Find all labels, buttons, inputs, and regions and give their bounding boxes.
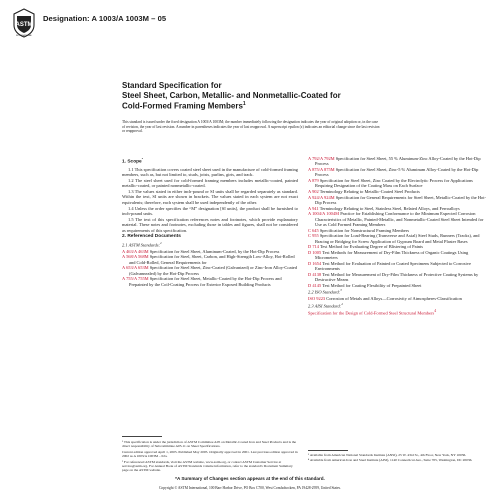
footnote: ³ Available from American National Standards Institute (ANSI), 25 W. 43rd St., 4th Floor, New York, NY 10036. [308,453,467,457]
paragraph-1-5: 1.5 The text of this specification references notes and footnotes, which provide explanatory material. These notes and footnotes, excluding those in tables and figures, shall not be considered as requirements of this specification. [122,216,298,233]
reference-link[interactable]: A 1004/A 1004M [308,211,340,217]
reference-item: A 568/A 568M Specification for Steel, Sheet, Carbon, and High-Strength Low-Alloy, Hot-Rolled and Cold-Rolled, General Requirements for [122,254,295,265]
reference-link[interactable]: A 879 [308,177,319,183]
reference-item-aisi: Specification for the Design of Cold-Formed Steel Structural Members$^4$ [308,309,437,316]
title-line-1: Standard Specification for [122,81,222,90]
reference-item: C 645 Specification for Nonstructural Framing Members [308,227,410,233]
title-line-2: Steel Sheet, Carbon, Metallic- and Nonmetallic-Coated for [122,90,341,100]
svg-text:ASTM: ASTM [15,22,33,28]
designation: Designation: A 1003/A 1003M – 05 [43,14,167,23]
reference-link[interactable]: A 902 [308,188,319,194]
reference-item-iso: ISO 9223 Corrosion of Metals and Alloys—Corrosivity of Atmospheres-Classification [308,296,462,302]
summary-of-changes-note: *A Summary of Changes section appears at the end of this standard. [175,476,325,481]
reference-link[interactable]: A 924/A 924M [308,194,335,200]
footnotes-left [122,440,298,474]
reference-item: C 955 Specification for Load-Bearing (Transverse and Axial) Steel Studs, Runners (Tracks), and Bracing or Bridging for Screw Application of Gypsum Board and Metal Plaster Bases [308,233,480,244]
paragraph-1-1: 1.1 This specification covers coated steel sheet used in the manufacture of cold-formed framing members, such as, but not limited to, studs, joists, purlins, girts, and track. [122,166,298,177]
reference-link[interactable]: C 645 [308,227,319,233]
reference-item: A 879 Specification for Steel Sheet, Zinc Coated by the Electrolytic Process for Applications Requiring Designation of the Coating Mass on Each Surface [308,177,473,189]
reference-item: D 1654 Test Method for Evaluation of Painted or Coated Specimens Subjected to Corrosive Environments [308,260,471,272]
reference-link[interactable]: A 941 [308,205,319,211]
footnote: ¹ This specification is under the jurisdiction of ASTM Committee A05 on Metallic-Coated Iron and Steel Products and is the direct responsibility of Subcommittee A05.11 on Sheet Specifications. [122,440,297,449]
standard-title [122,81,422,111]
reference-link[interactable]: A 653/A 653M [122,265,149,271]
reference-link[interactable]: C 955 [308,233,319,239]
reference-item: A 792/A 792M Specification for Steel Sheet, 55 % Aluminum-Zinc Alloy-Coated by the Hot-Dip Process [308,156,481,167]
reference-link[interactable]: D 4138 [308,271,322,277]
reference-link[interactable]: A 792/A 792M [308,156,335,161]
reference-item: D 1005 Test Methods for Measurement of Dry-Film Thickness of Organic Coatings Using Micrometers [308,249,469,261]
astm-logo-icon [13,8,35,38]
reference-item: A 755/A 755M Specification for Steel Sheet, Metallic-Coated by the Hot-Dip Process and Prepainted by the Coil-Coating Process for Exterior Exposed Building Products [122,276,282,287]
reference-link[interactable]: A 463/A 463M [122,248,149,254]
reference-item: A 875/A 875M Specification for Steel Sheet, Zinc-5 % Aluminum Alloy-Coated by the Hot-Dip Process [308,166,479,178]
reference-link[interactable]: A 875/A 875M [308,166,335,172]
reference-link[interactable]: D 4145 [308,282,322,288]
svg-text:INTERNATIONAL: INTERNATIONAL [16,35,32,38]
reference-link[interactable]: D 714 [308,244,319,250]
reference-item: D 714 Test Method for Evaluating Degree of Blistering of Paints [308,244,423,250]
reference-link[interactable]: Specification for the Design of Cold-Formed Steel Structural Members [308,310,435,316]
left-column [122,156,298,287]
reference-item: D 4138 Test Method for Measurement of Dry-Film Thickness of Protective Coating Systems by Destructive Means [308,271,479,283]
reference-item: A 924/A 924M Specification for General Requirements for Steel Sheet, Metallic-Coated by the Hot-Dip Process [308,194,486,205]
reference-item: A 902 Terminology Relating to Metallic-Coated Steel Products [308,188,420,194]
reference-item: A 941 Terminology Relating to Steel, Stainless Steel, Related Alloys, and Ferroalloys [308,205,460,211]
standard-issuance-note: This standard is issued under the fixed designation A 1003/A 1003M; the number immediately following the designation indicates the year of original adoption or, in the case of revision, the year of last revision. A number in parentheses indicates the year of last reapproval. A superscript epsilon (ε) indicates an editorial change since the last revision or reapproval. [122,120,380,134]
section-heading-referenced-documents: 2. Referenced Documents [122,234,181,240]
reference-item: A 653/A 653M Specification for Steel Sheet, Zinc-Coated (Galvanized) or Zinc-Iron Alloy-Coated (Galvannealed) by the Hot-Dip Process [122,265,297,276]
reference-item: D 4145 Test Method for Coating Flexibility of Prepainted Sheet [308,282,422,288]
reference-link[interactable]: D 1005 [308,249,322,255]
reference-link[interactable]: A 568/A 568M [122,254,149,260]
footnote: ⁴ Available from American Iron and Steel Institute (AISI), 1140 Connecticut Ave., Suite 705, Washington, DC 20036. [308,458,473,463]
reference-item: A 1004/A 1004M Practice for Establishing Conformance to the Minimum Expected Corrosion Characteristics of Metallic, Painted-Metallic, and Nonmetallic-Coated Steel Sheet Intended for Use as Cold Formed Framing Members [308,211,484,227]
footnotes-right [308,453,488,464]
paragraph-1-4: 1.4 Unless the order specifies the “M” designation [SI units], the product shall be furnished to inch-pound units. [122,205,298,217]
footnote-divider [122,436,162,437]
reference-link[interactable]: A 755/A 755M [122,276,149,282]
reference-link[interactable]: D 1654 [308,260,322,266]
subsection-aisi-standard: 2.3 AISI Standard:$^4$ [308,301,343,309]
footnote-divider [308,450,348,451]
reference-item: A 463/A 463M Specification for Steel Sheet, Aluminum-Coated, by the Hot-Dip Process [122,248,280,254]
reference-list-right [308,156,488,288]
title-line-3: Cold-Formed Framing Members$^1$ [122,101,246,111]
copyright-line: Copyright © ASTM International, 100 Barr Harbor Drive, PO Box C700, West Conshohocken, PA 19428-2959, United States. [159,486,341,490]
footnote: ² For referenced ASTM standards, visit the ASTM website, www.astm.org, or contact ASTM Customer Service at service@astm.org. For Annual Book of ASTM Standards volume information, refer to the standard's Document Summary page on the ASTM website. [122,459,293,473]
paragraph-1-2: 1.2 The steel sheet used for cold-formed framing members includes metallic-coated, painted metallic-coated, or painted nonmetallic-coated. [122,177,298,189]
reference-link[interactable]: ISO 9223 [308,296,326,302]
footnote: Current edition approved April 1, 2005. Published May 2005. Originally approved in 2001. Last previous edition approved in 2002 as A 1003/A 1003M – 02a. [122,449,298,459]
right-column [308,156,488,316]
subsection-iso-standard: 2.2 ISO Standard:$^3$ [308,288,342,295]
section-heading-scope: 1. Scope* [122,157,143,165]
reference-list-left [122,249,298,287]
subsection-astm-standards: 2.1 ASTM Standards:$^2$ [122,240,162,248]
paragraph-1-3: 1.3 The values stated in either inch-pound or SI units shall be regarded separately as standard. Within the text, SI units are shown in brackets. The values stated in each system are not exact equivalents; therefore, each system shall be used independently of the other. [122,189,298,205]
